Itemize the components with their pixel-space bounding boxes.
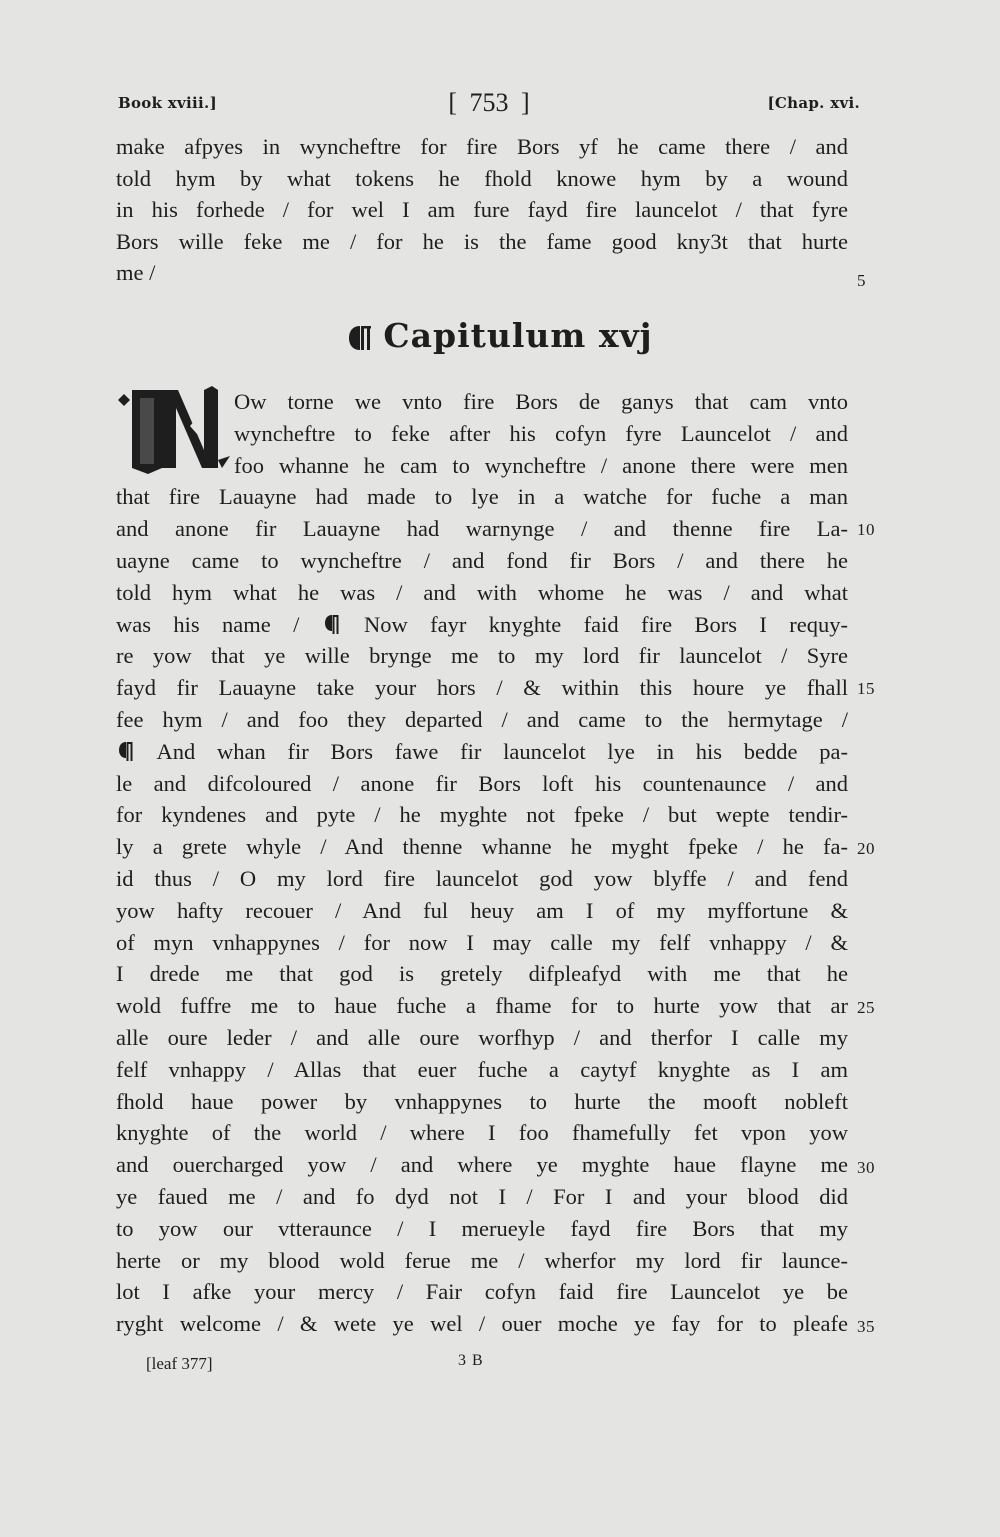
text-line: wyncheftre to feke after his cofyn fyre Launcelot / and <box>234 420 848 446</box>
text-line: And whan fir Bors fawe fir launcelot lye in his bedde pa- <box>116 737 848 767</box>
text-line: lot I afke your mercy / Fair cofyn faid fire Launcelot ye be <box>116 1279 848 1305</box>
text-line: Ow torne we vnto fire Bors de ganys that cam vnto <box>234 389 848 414</box>
text-line: of myn vnhappynes / for now I may calle my felf vnhappy / & <box>116 929 848 955</box>
line-number: 15 <box>857 679 875 698</box>
line-number: 10 <box>857 520 875 539</box>
text-line: herte or my blood wold ferue me / wherfor my lord fir launce- <box>116 1247 848 1273</box>
text-line: fhold haue power by vnhappynes to hurte the mooft nobleft <box>116 1088 848 1114</box>
text-line: fayd fir Lauayne take your hors / & within this houre ye fhall <box>116 675 848 701</box>
line-number: 20 <box>857 839 875 858</box>
text-line: that fire Lauayne had made to lye in a watche for fuche a man <box>116 484 848 510</box>
pilcrow-icon <box>347 323 373 353</box>
text-line: ye faued me / and fo dyd not I / For I and your blood did <box>116 1184 848 1209</box>
text-line: knyghte of the world / where I foo fhamefully fet vpon yow <box>116 1120 848 1146</box>
text-line: Bors wille feke me / for he is the fame good kny3t that hurte <box>116 228 848 254</box>
text-line: alle oure leder / and alle oure worfhyp / and therfor I calle my <box>116 1025 848 1050</box>
text-line: I drede me that god is gretely difpleafyd with me that he <box>116 961 848 987</box>
text-line: me / <box>116 260 156 286</box>
pilcrow-icon <box>118 740 134 762</box>
text-line: felf vnhappy / Allas that euer fuche a caytyf knyghte as I am <box>116 1056 848 1082</box>
line-number: 35 <box>857 1317 875 1336</box>
chapter-title: Capitulum xvj <box>383 316 653 355</box>
text-line: told hym by what tokens he fhold knowe hym by a wound <box>116 165 848 191</box>
line-number: 25 <box>857 998 875 1017</box>
text-line: to yow our vtteraunce / I merueyle fayd fire Bors that my <box>116 1215 848 1241</box>
text-line: was his name / Now fayr knyghte faid fire Bors I requy- <box>116 611 848 637</box>
text-line: re yow that ye wille brynge me to my lord fir launcelot / Syre <box>116 643 848 669</box>
text-line: yow hafty recouer / And ful heuy am I of my myffortune & <box>116 897 848 923</box>
text-line: uayne came to wyncheftre / and fond fir Bors / and there he <box>116 548 848 573</box>
text-line: for kyndenes and pyte / he myghte not fpeke / but wepte tendir- <box>116 802 848 828</box>
text-line: ly a grete whyle / And thenne whanne he myght fpeke / he fa- <box>116 834 848 860</box>
initial-n-icon <box>118 386 230 476</box>
decorated-initial <box>118 386 230 476</box>
leaf-reference: [leaf 377] <box>146 1354 213 1373</box>
text-line: le and difcoloured / anone fir Bors loft his countenaunce / and <box>116 770 848 796</box>
text-line: and anone fir Lauayne had warnynge / and thenne fire La- <box>116 516 848 542</box>
text-line: fee hym / and foo they departed / and came to the hermytage / <box>116 707 848 732</box>
book-reference: Book xviii.] <box>118 94 217 112</box>
page-number: [ 753 ] <box>448 88 530 117</box>
line-number: 5 <box>857 271 866 290</box>
chapter-reference: [Chap. xvi. <box>767 94 860 112</box>
pilcrow-icon <box>324 613 340 635</box>
line-number: 30 <box>857 1158 875 1177</box>
chapter-heading <box>0 316 1000 355</box>
text-line: ryght welcome / & wete ye wel / ouer moche ye fay for to pleafe <box>116 1311 848 1337</box>
text-line: told hym what he was / and with whome he was / and what <box>116 579 848 605</box>
text-line: wold fuffre me to haue fuche a fhame for to hurte yow that ar <box>116 993 848 1019</box>
signature-mark: 3 B <box>458 1352 484 1369</box>
text-line: make afpyes in wyncheftre for fire Bors yf he came there / and <box>116 134 848 159</box>
text-line: and ouercharged yow / and where ye myghte haue flayne me <box>116 1152 848 1178</box>
text-line: in his forhede / for wel I am fure fayd fire launcelot / that fyre <box>116 197 848 223</box>
text-line: foo whanne he cam to wyncheftre / anone there were men <box>234 452 848 478</box>
text-line: id thus / O my lord fire launcelot god yow blyffe / and fend <box>116 866 848 891</box>
